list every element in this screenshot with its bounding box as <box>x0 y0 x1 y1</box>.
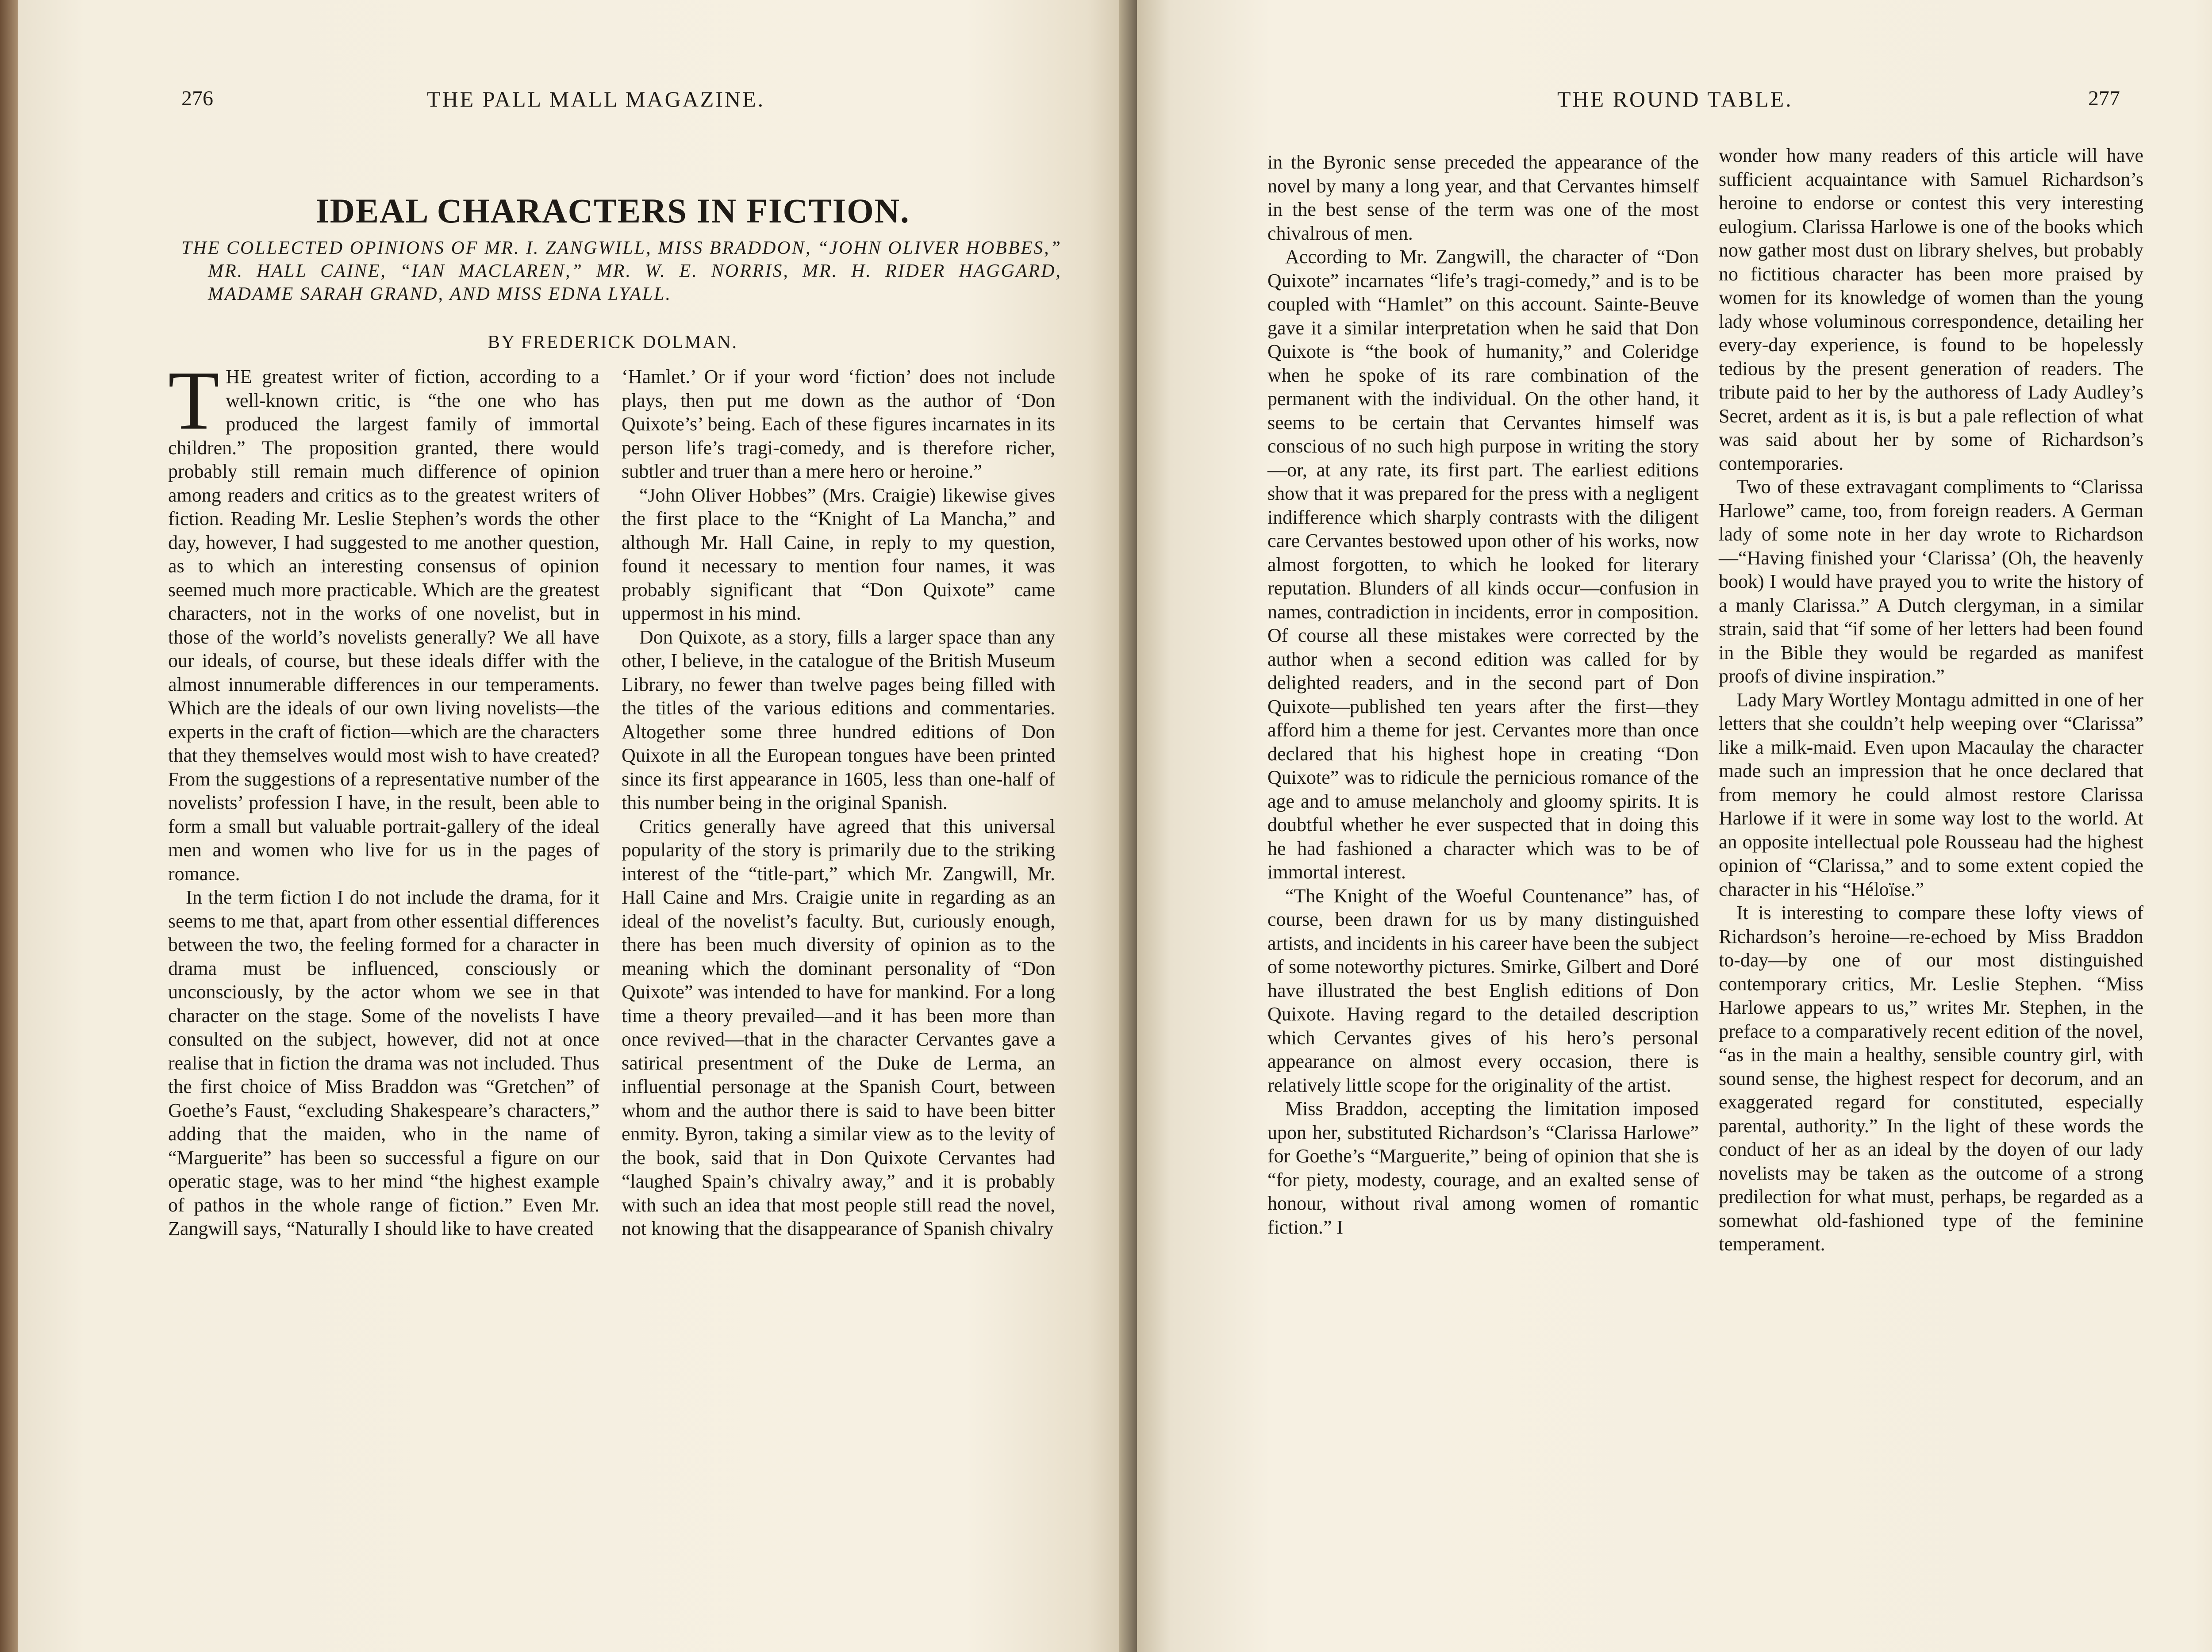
paragraph: Miss Braddon, accepting the limitation imposed upon her, substituted Richardson’s “Clarissa Harlowe” for Goethe’s “Marguerite,” being of opinion that she is “for piety, modesty, courage, and an exalted sense of honour, without rival among women of romantic fiction.” I <box>1267 1098 1699 1238</box>
left-column-2 <box>622 365 1055 1241</box>
right-running-head: THE ROUND TABLE. <box>1557 87 1793 111</box>
paragraph: in the Byronic sense preceded the appearance of the novel by many a long year, and that Cervantes himself in the best sense of the term was one of the most chivalrous of men. <box>1267 151 1699 244</box>
left-page-edge <box>0 0 18 1652</box>
paragraph: “The Knight of the Woeful Countenance” has, of course, been drawn for us by many distinguished artists, and incidents in his career have been the subject of some noteworthy pictures. Smirke, Gilbert and Doré have illustrated the best English editions of Don Quixote. Having regard to the detailed description which Cervantes gives of his hero’s personal appearance on almost every occasion, there is relatively little scope for the originality of the artist. <box>1267 885 1699 1096</box>
article-byline: BY FREDERICK DOLMAN. <box>488 332 738 353</box>
paragraph: According to Mr. Zangwill, the character of “Don Quixote” incarnates “life’s tragi-comedy,” and is to be coupled with “Hamlet” on this account. Sainte-Beuve gave it a similar interpretation when he said that Don Quixote is “the book of humanity,” and Coleridge when he spoke of its rare combination of the permanent with the individual. On the other hand, it seems to be certain that Cervantes himself was conscious of no such high purpose in writing the story—or, at any rate, its first part. The earliest editions show that it was prepared for the press with a negligent indifference which sharply contrasts with the diligent care Cervantes bestowed upon other of his works, now almost forgotten, to which he looked for literary reputation. Blunders of all kinds occur—confusion in names, contradiction in incidents, error in composition. Of course all these mistakes were corrected by the author when a second edition was called for by delighted readers, and in the second part of Don Quixote—published ten years after the first—they afford him a theme for jest. Cervantes more than once declared that his highest hope in creating “Don Quixote” was to ridicule the pernicious romance of the age and to amuse melancholy and gloomy spirits. It is doubtful whether he ever suspected that in doing this he had fashioned a character which was to be of immortal interest. <box>1267 246 1699 883</box>
article-subtitle: THE COLLECTED OPINIONS OF MR. I. ZANGWILL, MISS BRADDON, “JOHN OLIVER HOBBES,” MR. HALL CAINE, “IAN MACLAREN,” MR. W. E. NORRIS, MR. H. RIDER HAGGARD, MADAME SARAH GRAND, AND MISS EDNA LYALL. <box>181 238 1062 304</box>
paragraph: “John Oliver Hobbes” (Mrs. Craigie) likewise gives the first place to the “Knight of La Mancha,” and although Mr. Hall Caine, in reply to my question, found it necessary to mention four names, it was probably significant that “Don Quixote” came uppermost in his mind. <box>622 484 1055 624</box>
left-page <box>18 0 1133 1652</box>
paragraph: THE greatest writer of fiction, according to a well-known critic, is “the one who has produced the largest family of immortal children.” The proposition granted, there would probably still remain much difference of opinion among readers and critics as to the greatest writers of fiction. Reading Mr. Leslie Stephen’s words the other day, however, I had suggested to me another question, as to which an interesting consensus of opinion seemed much more practicable. Which are the greatest characters, not in the works of one novelist, but in those of the world’s novelists generally? We all have our ideals, of course, but these ideals differ with the almost innumerable differences in our temperaments. Which are the ideals of our own living novelists—the experts in the craft of fiction—which are the characters that they themselves would most wish to have created? From the suggestions of a representative number of the novelists’ profession I have, in the result, been able to form a small but valuable portrait-gallery of the ideal men and women who live for us in the pages of romance. <box>168 354 599 885</box>
drop-cap: T <box>168 354 220 447</box>
left-page-number: 276 <box>181 87 213 110</box>
paragraph: ‘Hamlet.’ Or if your word ‘fiction’ does not include plays, then put me down as the author of ‘Don Quixote’s’ being. Each of these figures incarnates in its person life’s tragi-comedy, and is therefore richer, subtler and truer than a mere hero or heroine.” <box>622 366 1055 482</box>
right-page-number: 277 <box>2088 87 2120 110</box>
paragraph: Lady Mary Wortley Montagu admitted in one of her letters that she couldn’t help weeping over “Clarissa” like a milk-maid. Even upon Macaulay the character made such an impression that he once declared that from memory he could almost restore Clarissa Harlowe if it were in some way lost to the world. At an opposite intellectual pole Rousseau had the highest opinion of “Clarissa,” and to some extent copied the character in his “Héloïse.” <box>1719 689 2143 900</box>
paragraph: Don Quixote, as a story, fills a larger space than any other, I believe, in the catalogue of the British Museum Library, no fewer than twelve pages being filled with the titles of the various editions and commentaries. Altogether some three hundred editions of Don Quixote in all the European tongues have been printed since its first appearance in 1605, less than one-half of this number being in the original Spanish. <box>622 626 1055 813</box>
right-page <box>1137 0 2212 1652</box>
right-column-2 <box>1719 144 2143 1256</box>
article-title: IDEAL CHARACTERS IN FICTION. <box>315 192 910 230</box>
paragraph: In the term fiction I do not include the drama, for it seems to me that, apart from other essential differences between the two, the feeling formed for a character in drama must be influenced, consciously or unconsciously, by the actor whom we see in that character on the stage. Some of the novelists I have consulted on the subject, however, did not at once realise that in fiction the drama was not included. Thus the first choice of Miss Braddon was “Gretchen” of Goethe’s Faust, “excluding Shakespeare’s characters,” adding that the maiden, who in the name of “Marguerite” has been so successful a figure on our operatic stage, was to her mind “the highest example of pathos in the whole range of fiction.” Even Mr. Zangwill says, “Naturally I should like to have created <box>168 886 599 1239</box>
left-running-head: THE PALL MALL MAGAZINE. <box>427 87 765 111</box>
left-column-1 <box>168 354 599 1241</box>
paragraph: Critics generally have agreed that this universal popularity of the story is primarily due to the striking interest of the “title-part,” which Mr. Zangwill, Mr. Hall Caine and Mrs. Craigie unite in regarding as an ideal of the novelist’s faculty. But, curiously enough, there has been much diversity of opinion as to the meaning which the dominant personality of “Don Quixote” was intended to have for mankind. For a long time a theory prevailed—and it has been more than once revived—that in the character Cervantes gave a satirical presentment of the Duke de Lerma, an influential personage at the Spanish Court, between whom and the author there is said to have been bitter enmity. Byron, taking a similar view as to the levity of the book, said that in Don Quixote Cervantes had “laughed Spain’s chivalry away,” and it is probably with such an idea that most people still read the novel, not knowing that the disappearance of Spanish chivalry <box>622 815 1055 1239</box>
paragraph: It is interesting to compare these lofty views of Richardson’s heroine—re-echoed by Miss Braddon to-day—by one of our most distinguished contemporary critics, Mr. Leslie Stephen. “Miss Harlowe appears to us,” writes Mr. Stephen, in the preface to a comparatively recent edition of the novel, “as in the main a healthy, sensible country girl, with sound sense, the highest respect for decorum, and an exaggerated regard for constituted, especially parental, authority.” In the light of these words the conduct of her as an ideal by the doyen of our lady novelists may be taken as the outcome of a strong predilection for what must, perhaps, be regarded as a somewhat old-fashioned type of the feminine temperament. <box>1719 902 2143 1255</box>
right-column-1 <box>1267 150 1699 1239</box>
paragraph: wonder how many readers of this article will have sufficient acquaintance with Samuel Richardson’s heroine to endorse or contest this very interesting eulogium. Clarissa Harlowe is one of the books which now gather most dust on library shelves, but probably no fictitious character has been more praised by women for its knowledge of women than the young lady whose voluminous correspondence, detailing her every-day experience, is found to be hopelessly tedious by the present generation of readers. The tribute paid to her by the authoress of Lady Audley’s Secret, ardent as it is, is but a pale reflection of what was said about her by some of Richardson’s contemporaries. <box>1719 145 2143 474</box>
paragraph: Two of these extravagant compliments to “Clarissa Harlowe” came, too, from foreign readers. A German lady of some note in her day wrote to Richardson—“Having finished your ‘Clarissa’ (Oh, the heavenly book) I would have prayed you to write the history of a manly Clarissa.” A Dutch clergyman, in a similar strain, said that “if some of her letters had been found in the Bible they would be regarded as manifest proofs of divine inspiration.” <box>1719 476 2143 687</box>
